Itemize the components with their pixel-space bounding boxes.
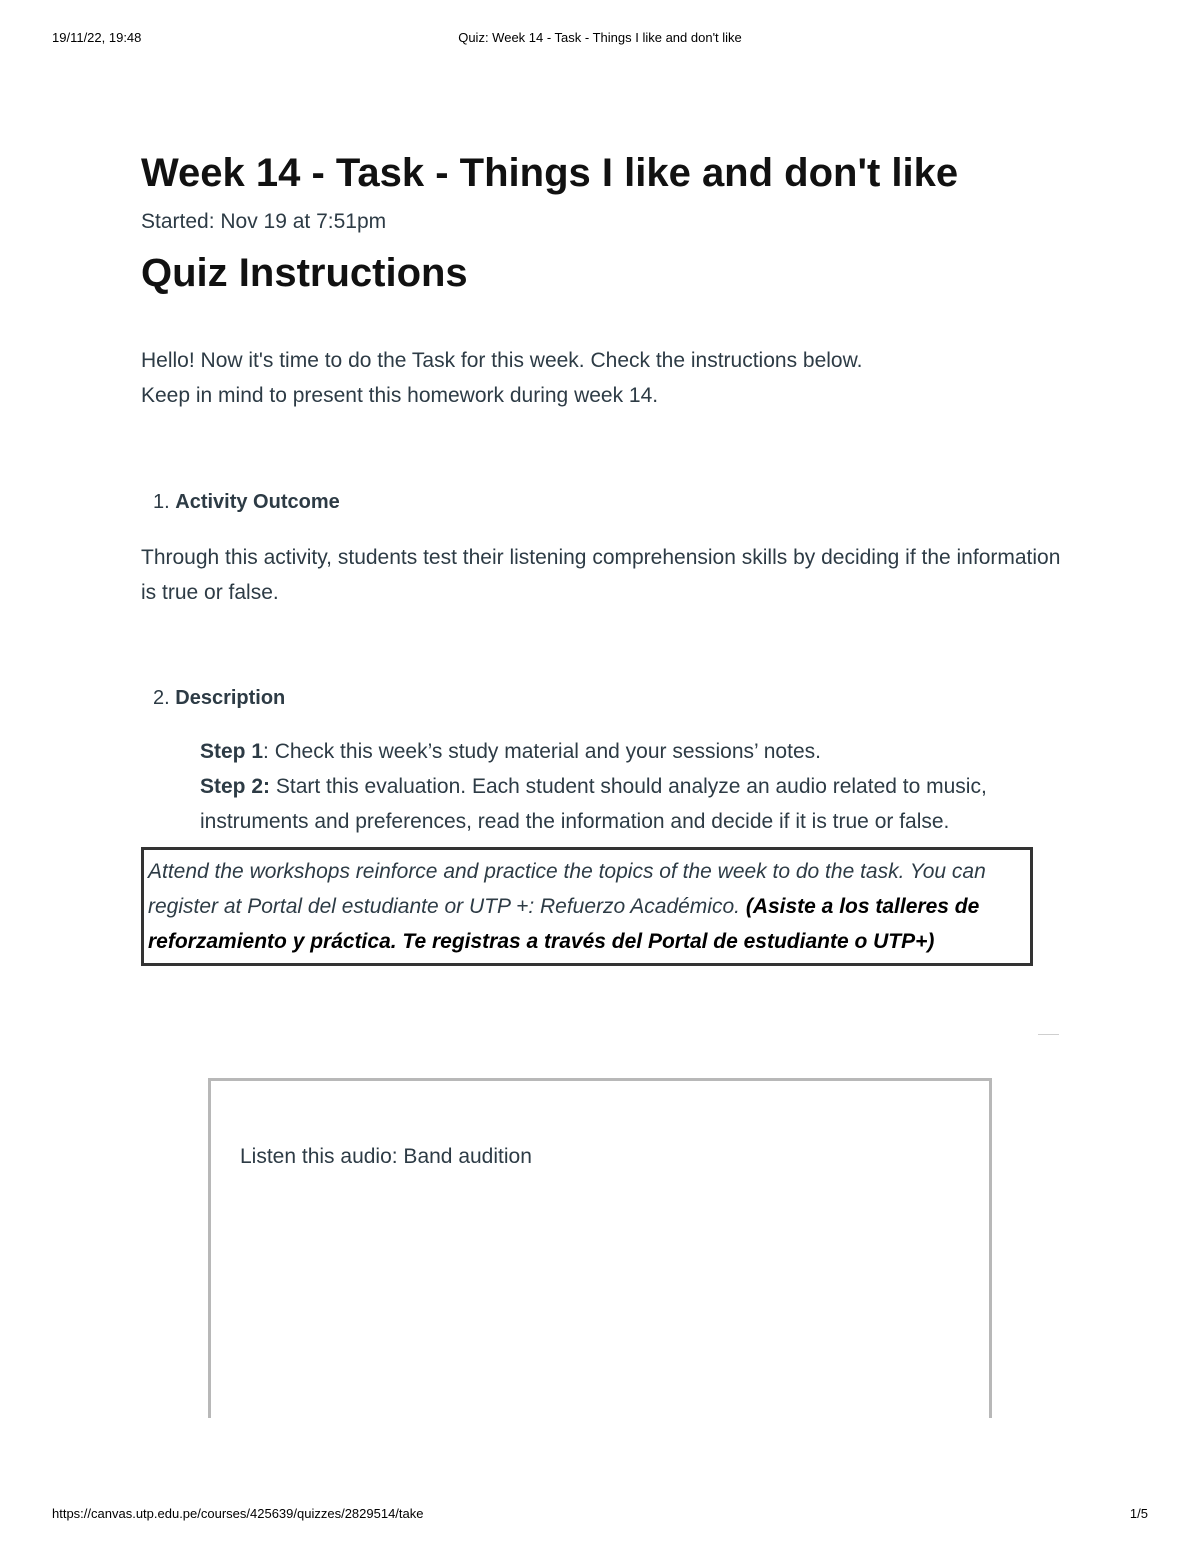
quiz-title: Week 14 - Task - Things I like and don't like — [141, 151, 959, 195]
steps-list — [200, 734, 1060, 839]
intro-text — [141, 343, 1061, 413]
print-datetime: 19/11/22, 19:48 — [52, 30, 142, 45]
activity-outcome-text: Through this activity, students test their listening comprehension skills by deciding if the information is true or false. — [141, 546, 1061, 604]
notice-bold-text: (Asiste a los talleres de reforzamiento y práctica. Te registras a través del Portal de estudiante o UTP+) — [148, 895, 980, 953]
intro-line-1: Hello! Now it's time to do the Task for this week. Check the instructions below. — [141, 349, 863, 372]
quiz-content — [141, 145, 1061, 966]
workshop-notice-box — [141, 847, 1033, 966]
step-1-label: Step 1 — [200, 740, 264, 763]
question-text: Listen this audio: Band audition — [240, 1145, 532, 1168]
step-2-text: Start this evaluation. Each student should analyze an audio related to music, instruments and preferences, read the information and decide if it is true or false. — [200, 775, 987, 833]
section-description — [141, 682, 1061, 714]
print-url: https://canvas.utp.edu.pe/courses/425639/quizzes/2829514/take — [52, 1506, 424, 1521]
print-page-number: 1/5 — [1129, 1506, 1148, 1521]
print-header — [52, 30, 1148, 50]
notice-italic-text: Attend the workshops reinforce and practice the topics of the week to do the task. You can register at Portal del estudiante or UTP +: Refuerzo Académico. — [148, 860, 986, 918]
print-footer — [52, 1506, 1148, 1526]
section-activity-outcome — [141, 486, 1061, 518]
intro-line-2: Keep in mind to present this homework during week 14. — [141, 384, 659, 407]
step-2-label: Step 2: — [200, 775, 271, 798]
step-1 — [200, 734, 1060, 769]
started-timestamp: Started: Nov 19 at 7:51pm — [141, 210, 387, 233]
print-page-title: Quiz: Week 14 - Task - Things I like and don't like — [458, 30, 742, 45]
step-1-text: : Check this week’s study material and your sessions’ notes. — [263, 740, 821, 763]
step-2 — [200, 769, 1060, 839]
section-heading-label: Activity Outcome — [175, 491, 340, 513]
section-number: 2. — [153, 687, 170, 709]
divider — [1038, 1034, 1059, 1035]
section-number: 1. — [153, 491, 170, 513]
quiz-instructions-heading: Quiz Instructions — [141, 251, 468, 295]
question-box — [208, 1078, 992, 1418]
section-heading-label: Description — [175, 687, 286, 709]
